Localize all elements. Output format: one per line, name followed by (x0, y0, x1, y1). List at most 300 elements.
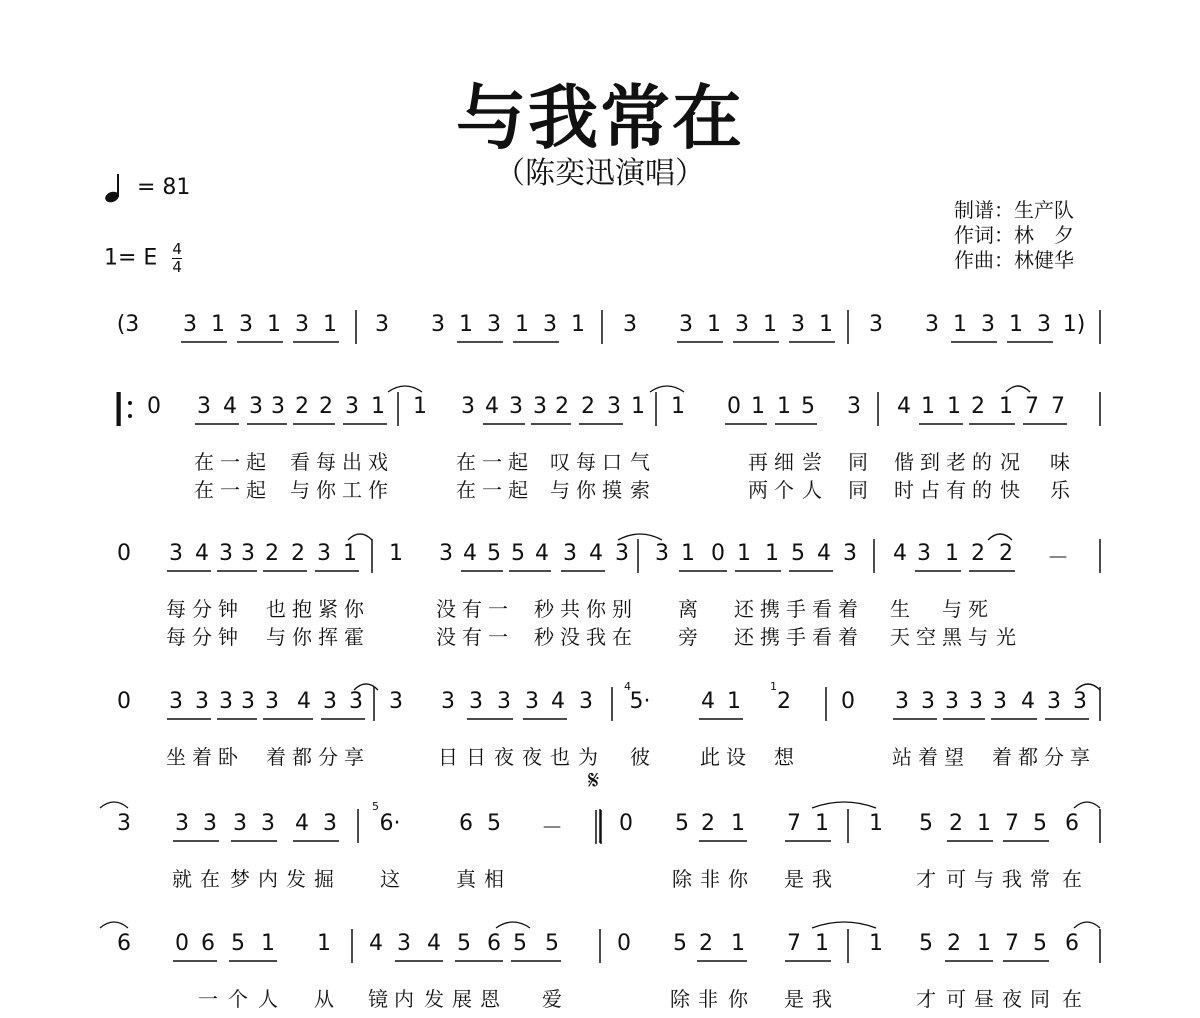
lyric-char: 相 (484, 867, 504, 891)
note: 0 (619, 811, 633, 836)
lyric-char: 再 (748, 450, 768, 474)
lyric-char: 光 (996, 625, 1016, 649)
lyric-char: 时 (894, 478, 914, 502)
note: 3 (993, 689, 1007, 714)
note: 2 (319, 394, 333, 419)
note: 1 (389, 541, 403, 566)
note: 1 (211, 312, 225, 337)
note: 6 (201, 931, 215, 956)
note: (3 (116, 312, 140, 337)
note: 3 (623, 312, 637, 337)
lyric-char: 没 (436, 625, 456, 649)
tie (348, 534, 372, 540)
lyric-char: 夜 (522, 745, 542, 769)
key-text: 1= E (104, 245, 158, 271)
note: 3 (175, 811, 189, 836)
note: 2 (291, 541, 305, 566)
note: 1 (413, 394, 427, 419)
note: 0 (117, 541, 131, 566)
tie (988, 534, 1012, 540)
note: 3 (791, 312, 805, 337)
time-signature-top: 4 (172, 240, 182, 258)
lyric-char: 你 (292, 625, 312, 649)
note: 1 (815, 811, 829, 836)
note: 5 (919, 931, 933, 956)
note: 3 (543, 312, 557, 337)
note: 1 (977, 811, 991, 836)
note: 7 (1005, 811, 1019, 836)
note: 1 (267, 312, 281, 337)
note: 5 (487, 541, 501, 566)
note: 6· (379, 811, 401, 836)
note: 5 (1033, 811, 1047, 836)
tie (618, 534, 662, 540)
note: 3 (563, 541, 577, 566)
note: 3 (533, 394, 547, 419)
lyric-char: 秒 (534, 597, 554, 621)
note: 6 (459, 811, 473, 836)
note: 4 (223, 394, 237, 419)
lyric-char: 看 (812, 597, 832, 621)
note: 1 (999, 394, 1013, 419)
note: 1 (921, 394, 935, 419)
lyric-char: 才 (916, 867, 936, 891)
lyric-char: 掘 (314, 867, 334, 891)
note: 3 (441, 689, 455, 714)
lyric-char: 味 (1050, 450, 1070, 474)
lyric-char: 的 (972, 478, 992, 502)
note: 1 (1009, 312, 1023, 337)
lyric-char: 除 (672, 867, 692, 891)
note: 5 (1033, 931, 1047, 956)
lyric-char: 着 (992, 745, 1012, 769)
note: 2 (701, 811, 715, 836)
lyric-char: 可 (946, 867, 966, 891)
note: 3 (1037, 312, 1051, 337)
lyric-char: 起 (508, 478, 528, 502)
note: 3 (1073, 689, 1087, 714)
lyric-char: 与 (290, 478, 310, 502)
note: 6 (1065, 811, 1079, 836)
note: 3 (349, 689, 363, 714)
time-signature-bottom: 4 (172, 258, 182, 276)
lyric-char: 看 (812, 625, 832, 649)
note: 1) (1062, 312, 1086, 337)
note: 1 (869, 811, 883, 836)
note: 1 (631, 394, 645, 419)
lyric-char: 离 (678, 597, 698, 621)
note: 6 (1065, 931, 1079, 956)
note: 3 (945, 689, 959, 714)
note: 5 (545, 931, 559, 956)
lyric-char: 夜 (494, 745, 514, 769)
lyric-char: 天 (890, 625, 910, 649)
lyric-char: 每 (316, 450, 336, 474)
lyric-char: 我 (586, 625, 606, 649)
note: 4 (535, 541, 549, 566)
lyric-char: 在 (456, 450, 476, 474)
lyric-char: 人 (258, 987, 278, 1011)
lyric-char: 我 (812, 867, 832, 891)
note: 3 (169, 541, 183, 566)
tempo-text: = 81 (137, 175, 191, 200)
lyric-char: 同 (1030, 987, 1050, 1011)
note: 1 (459, 312, 473, 337)
lyric-char: 在 (1062, 867, 1082, 891)
lyric-char: 细 (774, 450, 794, 474)
lyric-char: 两 (748, 478, 768, 502)
note: 1 (515, 312, 529, 337)
lyric-char: 一 (220, 478, 240, 502)
lyric-char: 到 (920, 450, 940, 474)
lyric-char: 都 (292, 745, 312, 769)
note: 1 (343, 541, 357, 566)
lyric-char: 我 (1002, 867, 1022, 891)
note: 1 (727, 689, 741, 714)
note: 2 (295, 394, 309, 419)
lyric-char: 霍 (344, 625, 364, 649)
lyric-char: 这 (380, 867, 400, 891)
lyric-char: 一 (198, 987, 218, 1011)
note: 1 (261, 931, 275, 956)
lyric-char: 你 (316, 478, 336, 502)
lyric-char: 你 (586, 597, 606, 621)
lyric-char: 爱 (542, 987, 562, 1011)
note: 6 (487, 931, 501, 956)
note: 4 (551, 689, 565, 714)
lyric-char: 你 (728, 987, 748, 1011)
note: 5· (629, 689, 651, 714)
lyric-char: 与 (968, 625, 988, 649)
note: 4 (295, 811, 309, 836)
lyric-char: 出 (342, 450, 362, 474)
note: 3 (183, 312, 197, 337)
lyric-char: 分 (192, 625, 212, 649)
repeat-dot (128, 414, 132, 418)
lyric-char: 在 (194, 478, 214, 502)
note: 2 (265, 541, 279, 566)
credit-value: 林 夕 (1014, 223, 1074, 247)
lyric-char: 携 (760, 625, 780, 649)
lyric-char: 日 (466, 745, 486, 769)
note: 2 (947, 931, 961, 956)
note: 1 (763, 312, 777, 337)
note: 5 (231, 931, 245, 956)
note: 0 (147, 394, 161, 419)
lyric-char: 没 (436, 597, 456, 621)
lyric-char: 钟 (218, 625, 238, 649)
tie (812, 922, 876, 928)
lyric-char: 内 (258, 867, 278, 891)
note: 1 (977, 931, 991, 956)
note: 3 (271, 394, 285, 419)
lyric-char: 分 (192, 597, 212, 621)
lyric-char: 别 (612, 597, 632, 621)
note: － (1046, 546, 1070, 571)
note: 5 (673, 931, 687, 956)
lyric-char: 尝 (802, 450, 822, 474)
lyric-char: 还 (734, 625, 754, 649)
lyric-char: 紧 (318, 597, 338, 621)
lyric-char: 发 (424, 987, 444, 1011)
lyric-char: 一 (482, 450, 502, 474)
lyric-char: 老 (946, 450, 966, 474)
note: 3 (323, 689, 337, 714)
lyric-char: 此 (700, 745, 720, 769)
note: 5 (919, 811, 933, 836)
note: 1 (317, 931, 331, 956)
note: 0 (711, 541, 725, 566)
note: 3 (317, 541, 331, 566)
note: 1 (671, 394, 685, 419)
lyric-char: 看 (290, 450, 310, 474)
tie (1074, 922, 1100, 928)
note: 3 (323, 811, 337, 836)
note: 1 (819, 312, 833, 337)
tie (496, 922, 530, 928)
note: 1 (945, 541, 959, 566)
lyric-char: 手 (786, 625, 806, 649)
note: 3 (241, 541, 255, 566)
note: 7 (787, 811, 801, 836)
lyric-char: 摸 (602, 478, 622, 502)
note: 1 (869, 931, 883, 956)
lyric-char: 日 (438, 745, 458, 769)
lyric-char: 除 (670, 987, 690, 1011)
lyric-char: 非 (700, 867, 720, 891)
note: 1 (777, 394, 791, 419)
lyric-char: 梦 (230, 867, 250, 891)
note: 3 (921, 689, 935, 714)
lyric-char: 每 (166, 625, 186, 649)
note: 3 (679, 312, 693, 337)
note: 0 (175, 931, 189, 956)
note: 5 (487, 811, 501, 836)
tie (100, 922, 128, 928)
lyric-char: 携 (760, 597, 780, 621)
lyric-char: 旁 (678, 625, 698, 649)
lyric-char: 个 (228, 987, 248, 1011)
note: 0 (117, 689, 131, 714)
lyric-char: 同 (848, 478, 868, 502)
note: 1 (751, 394, 765, 419)
lyric-char: 抱 (292, 597, 312, 621)
note: 2 (999, 541, 1013, 566)
lyric-char: 每 (576, 450, 596, 474)
note: 3 (195, 689, 209, 714)
note: 4 (369, 931, 383, 956)
lyric-char: 有 (946, 478, 966, 502)
note: 1 (707, 312, 721, 337)
lyric-char: 气 (630, 450, 650, 474)
lyric-char: 作 (368, 478, 388, 502)
note: 3 (249, 394, 263, 419)
note: 0 (617, 931, 631, 956)
note: 3 (607, 394, 621, 419)
lyric-char: 着 (192, 745, 212, 769)
grace-note: 5 (372, 800, 379, 813)
note: 4 (897, 394, 911, 419)
note: 3 (431, 312, 445, 337)
lyric-char: 与 (266, 625, 286, 649)
lyric-char: 望 (944, 745, 964, 769)
lyric-char: 着 (838, 597, 858, 621)
note: 3 (509, 394, 523, 419)
note: 3 (117, 811, 131, 836)
lyric-char: 从 (314, 987, 334, 1011)
credit-label: 作曲： (954, 248, 1014, 272)
note: 1 (947, 394, 961, 419)
note: 1 (323, 312, 337, 337)
note: 4 (195, 541, 209, 566)
note: 1 (731, 931, 745, 956)
credit-value: 林健华 (1014, 248, 1074, 272)
lyric-char: 非 (698, 987, 718, 1011)
lyric-char: 每 (166, 597, 186, 621)
lyric-char: 享 (344, 745, 364, 769)
note: 6 (117, 931, 131, 956)
lyric-char: 还 (734, 597, 754, 621)
note: 3 (295, 312, 309, 337)
note: 3 (397, 931, 411, 956)
note: 2 (971, 541, 985, 566)
lyric-char: 真 (456, 867, 476, 891)
note: 5 (511, 541, 525, 566)
lyric-char: 秒 (534, 625, 554, 649)
lyric-char: 况 (1000, 450, 1020, 474)
lyric-char: 分 (318, 745, 338, 769)
note: 1 (681, 541, 695, 566)
note: 3 (219, 541, 233, 566)
lyric-char: 有 (462, 597, 482, 621)
lyric-char: 快 (1000, 478, 1020, 502)
note: 3 (469, 689, 483, 714)
note: 3 (843, 541, 857, 566)
note: 2 (581, 394, 595, 419)
note: 2 (555, 394, 569, 419)
note: 5 (675, 811, 689, 836)
lyric-char: 我 (812, 987, 832, 1011)
note: 3 (241, 689, 255, 714)
lyric-char: 偕 (894, 450, 914, 474)
note: 3 (981, 312, 995, 337)
note: 2 (777, 689, 791, 714)
lyric-char: 坐 (166, 745, 186, 769)
lyric-char: 口 (602, 450, 622, 474)
lyric-char: 戏 (368, 450, 388, 474)
lyric-char: 乐 (1050, 478, 1070, 502)
lyric-char: 起 (246, 450, 266, 474)
tie (1074, 802, 1100, 808)
lyric-char: 彼 (630, 745, 650, 769)
credit-label: 制谱： (954, 198, 1014, 222)
note: 3 (219, 689, 233, 714)
note: 5 (801, 394, 815, 419)
note: 7 (787, 931, 801, 956)
note: － (540, 816, 564, 841)
tie (1006, 386, 1030, 392)
lyric-char: 为 (578, 745, 598, 769)
lyric-char: 在 (200, 867, 220, 891)
lyric-char: 常 (1030, 867, 1050, 891)
lyric-char: 叹 (550, 450, 570, 474)
note: 4 (427, 931, 441, 956)
note: 1 (815, 931, 829, 956)
lyric-char: 设 (726, 745, 746, 769)
lyric-char: 钟 (218, 597, 238, 621)
credit-label: 作词： (954, 223, 1014, 247)
lyric-char: 享 (1070, 745, 1090, 769)
note: 0 (841, 689, 855, 714)
tie (100, 802, 128, 808)
lyric-char: 死 (968, 597, 988, 621)
lyric-char: 你 (728, 867, 748, 891)
lyric-char: 是 (784, 987, 804, 1011)
note: 3 (375, 312, 389, 337)
note: 5 (513, 931, 527, 956)
note: 7 (1051, 394, 1065, 419)
lyric-char: 才 (916, 987, 936, 1011)
lyric-char: 着 (266, 745, 286, 769)
note: 3 (497, 689, 511, 714)
lyric-char: 分 (1044, 745, 1064, 769)
note: 3 (579, 689, 593, 714)
lyric-char: 在 (1062, 987, 1082, 1011)
lyric-char: 恩 (480, 987, 500, 1011)
lyric-char: 空 (916, 625, 936, 649)
lyric-char: 在 (612, 625, 632, 649)
lyric-char: 可 (946, 987, 966, 1011)
lyric-char: 个 (774, 478, 794, 502)
lyric-char: 没 (560, 625, 580, 649)
lyric-char: 共 (560, 597, 580, 621)
note: 4 (701, 689, 715, 714)
note: 3 (615, 541, 629, 566)
lyric-char: 发 (286, 867, 306, 891)
note: 3 (197, 394, 211, 419)
note: 3 (525, 689, 539, 714)
note: 3 (461, 394, 475, 419)
note: 3 (847, 394, 861, 419)
note: 3 (345, 394, 359, 419)
lyric-char: 一 (488, 597, 508, 621)
lyric-char: 起 (508, 450, 528, 474)
note: 4 (817, 541, 831, 566)
song-title: 与我常在 (456, 77, 744, 159)
note: 5 (457, 931, 471, 956)
tie (650, 386, 684, 392)
lyric-char: 展 (452, 987, 472, 1011)
note: 4 (463, 541, 477, 566)
lyric-char: 想 (774, 745, 794, 769)
lyric-char: 黑 (942, 625, 962, 649)
lyric-char: 与 (550, 478, 570, 502)
note: 1 (765, 541, 779, 566)
grace-note: 4 (624, 680, 631, 693)
note: 3 (169, 689, 183, 714)
lyric-char: 一 (482, 478, 502, 502)
lyric-char: 一 (220, 450, 240, 474)
lyric-char: 夜 (1002, 987, 1022, 1011)
note: 1 (571, 312, 585, 337)
note: 4 (1021, 689, 1035, 714)
note: 1 (737, 541, 751, 566)
lyric-char: 你 (344, 597, 364, 621)
lyric-char: 镜 (368, 987, 388, 1011)
lyric-char: 人 (802, 478, 822, 502)
lyric-char: 昼 (974, 987, 994, 1011)
note: 3 (439, 541, 453, 566)
